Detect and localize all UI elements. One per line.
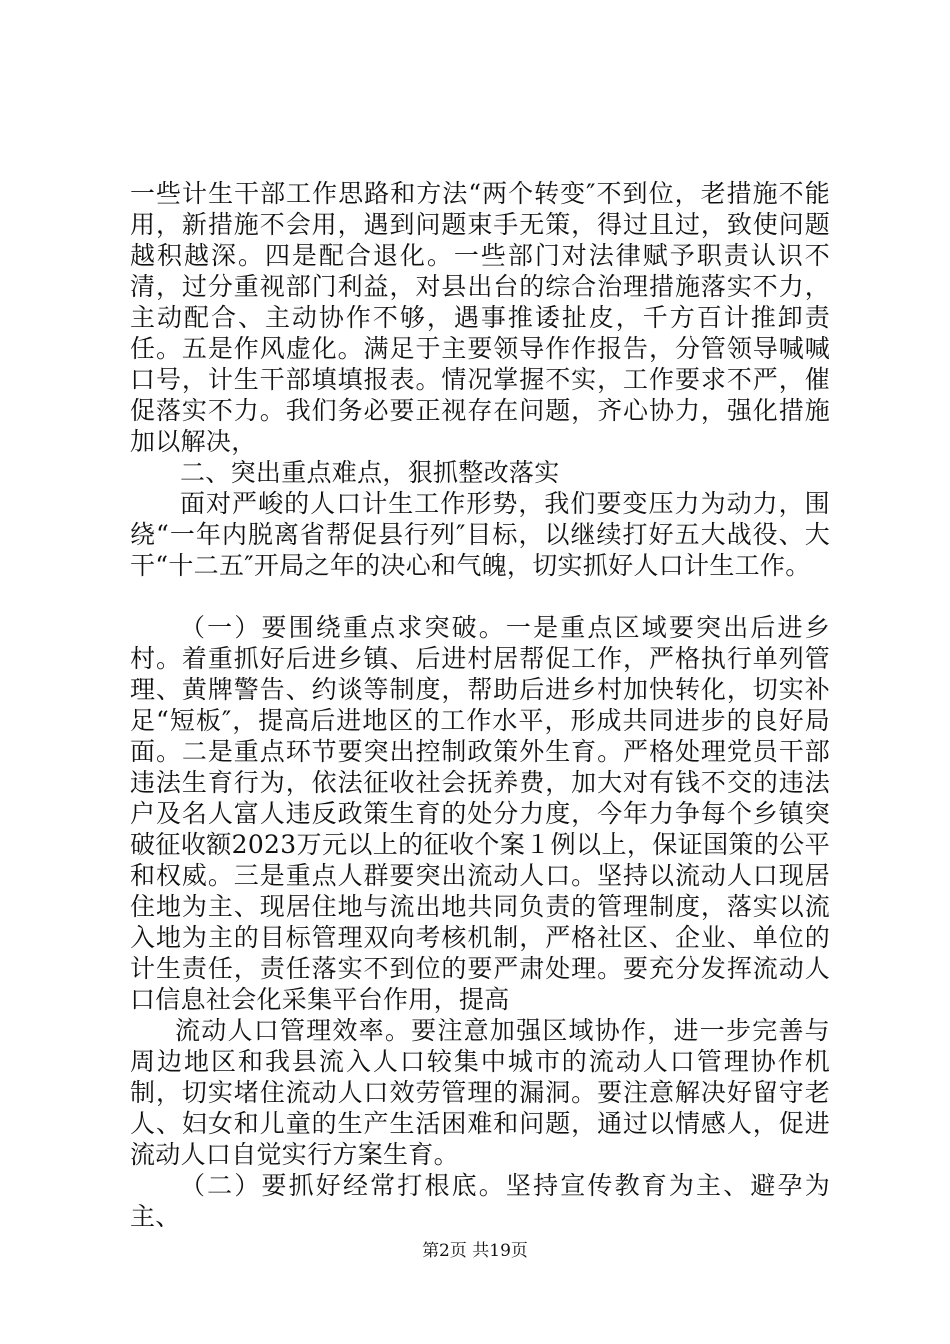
paragraph-subsection-two: （二）要抓好经常打根底。坚持宣传教育为主、避孕为主、: [130, 1171, 830, 1231]
paragraph-intro: 面对严峻的人口计生工作形势，我们要变压力为动力，围绕“一年内脱离省帮促县行列″目标，以继续打好五大战役、大干“十二五″开局之年的决心和气魄，切实抓好人口计生工作。: [130, 489, 830, 580]
paragraph-floating-population: 流动人口管理效率。要注意加强区域协作，进一步完善与周边地区和我县流入人口较集中城市的流动人口管理协作机制，切实堵住流动人口效劳管理的漏洞。要注意解决好留守老人、妇女和儿童的生产生活困难和问题，通过以情感人，促进流动人口自觉实行方案生育。: [130, 1016, 830, 1169]
paragraph-subsection-one: （一）要围绕重点求突破。一是重点区域要突出后进乡村。着重抓好后进乡镇、后进村居帮促工作，严格执行单列管理、黄牌警告、约谈等制度，帮助后进乡村加快转化，切实补足“短板″，提高后进地区的工作水平，形成共同进步的良好局面。二是重点环节要突出控制政策外生育。严格处理党员干部违法生育行为，依法征收社会抚养费，加大对有钱不交的违法户及名人富人违反政策生育的处分力度，今年力争每个乡镇突破征收额2023万元以上的征收个案１例以上，保证国策的公平和权威。三是重点人群要突出流动人口。坚持以流动人口现居住地为主、现居住地与流出地共同负责的管理制度，落实以流入地为主的目标管理双向考核机制，严格社区、企业、单位的计生责任，责任落实不到位的要严肃处理。要充分发挥流动人口信息社会化采集平台作用，提高: [130, 613, 830, 1014]
page-footer: 第2页 共19页: [422, 1241, 528, 1261]
document-body: [130, 178, 830, 1232]
paragraph-continuation: 一些计生干部工作思路和方法“两个转变″不到位，老措施不能用，新措施不会用，遇到问题束手无策，得过且过，致使问题越积越深。四是配合退化。一些部门对法律赋予职责认识不清，过分重视部门利益，对县出台的综合治理措施落实不力，主动配合、主动协作不够，遇事推诿扯皮，千方百计推卸责任。五是作风虚化。满足于主要领导作作报告，分管领导喊喊口号，计生干部填填报表。情况掌握不实，工作要求不严，催促落实不力。我们务必要正视存在问题，齐心协力，强化措施加以解决，: [130, 179, 830, 456]
section-heading: 二、突出重点难点，狠抓整改落实: [180, 458, 560, 487]
